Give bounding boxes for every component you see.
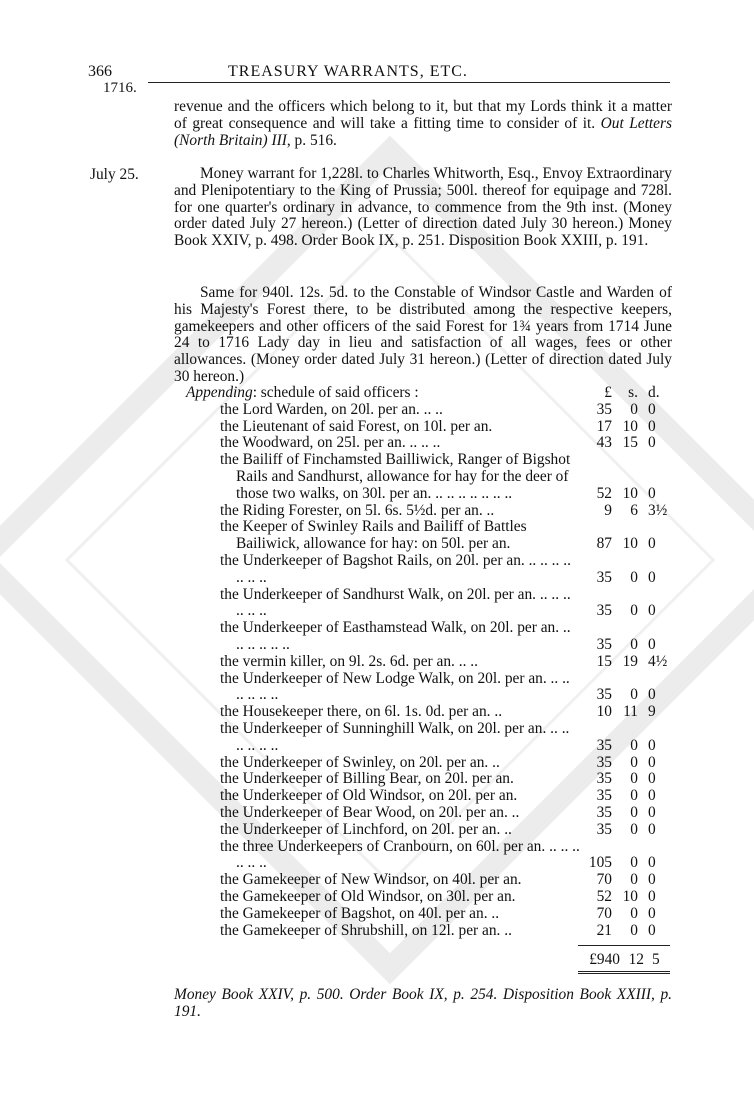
entry-date: July 25. (90, 166, 139, 183)
row-shillings: 10 (622, 484, 638, 502)
row-pence: 3½ (648, 501, 668, 519)
row-shillings: 6 (630, 501, 638, 519)
schedule-header (174, 385, 672, 402)
schedule-row-text: the vermin killer, on 9l. 2s. 6d. per an. .. .. (220, 652, 478, 670)
row-pence: 0 (648, 535, 656, 553)
col-pounds-header: £ (604, 384, 612, 401)
total-double-rule (578, 971, 670, 974)
schedule-row (174, 788, 672, 805)
page-number: 366 (88, 63, 112, 80)
row-pounds: 35 (596, 736, 612, 754)
row-pounds: 35 (596, 770, 612, 788)
schedule-row-text: the Underkeeper of New Lodge Walk, on 20l. per an. .. .. .. .. .. .. (220, 669, 570, 704)
schedule-row-text: the Underkeeper of Bear Wood, on 20l. per an. .. (220, 803, 520, 821)
row-shillings: 10 (622, 887, 638, 905)
row-shillings: 0 (630, 904, 638, 922)
row-pence: 0 (648, 770, 656, 788)
row-pounds: 35 (596, 602, 612, 620)
col-pence-header: d. (648, 384, 660, 401)
entry-2-paragraph: Same for 940l. 12s. 5d. to the Constable of Windsor Castle and Warden of his Majesty's Forest there, to be distributed among the respective keepers, gamekeepers and other officers of the said Forest for 1¾ years from 1714 June 24 to 1716 Lady day in lieu and satisfaction of all wages, fees or other allowances. (Money order dated July 31 hereon.) (Letter of direction dated July 30 hereon.) (174, 284, 672, 385)
schedule-row (174, 839, 672, 873)
row-shillings: 0 (630, 400, 638, 418)
schedule-row-text: the Underkeeper of Billing Bear, on 20l. per an. (220, 770, 514, 788)
row-pounds: 35 (596, 820, 612, 838)
schedule-rows (174, 402, 672, 940)
schedule-row-text: the Underkeeper of Old Windsor, on 20l. per an. (220, 787, 518, 805)
schedule-row-text: the Gamekeeper of Old Windsor, on 30l. per an. (220, 887, 516, 905)
row-pence: 4½ (648, 652, 668, 670)
schedule-row (174, 419, 672, 436)
row-pounds: 87 (596, 535, 612, 553)
row-pounds: 70 (596, 871, 612, 889)
schedule-row-text: the Woodward, on 25l. per an. .. .. .. (220, 434, 441, 452)
row-shillings: 0 (630, 635, 638, 653)
schedule-row (174, 452, 672, 502)
row-pence: 0 (648, 854, 656, 872)
schedule-row (174, 654, 672, 671)
row-pounds: 70 (596, 904, 612, 922)
schedule-label (186, 385, 419, 402)
schedule-row (174, 923, 672, 940)
schedule-row (174, 704, 672, 721)
schedule-row (174, 872, 672, 889)
row-pence: 0 (648, 635, 656, 653)
row-pence: 0 (648, 417, 656, 435)
row-pence: 0 (648, 753, 656, 771)
col-shillings-header: s. (628, 384, 638, 401)
row-pounds: 52 (596, 887, 612, 905)
schedule-row-text: the Underkeeper of Sunninghill Walk, on 20l. per an. .. .. .. .. .. .. (220, 719, 570, 754)
row-pence: 0 (648, 787, 656, 805)
row-pounds: 35 (596, 400, 612, 418)
row-pence: 0 (648, 803, 656, 821)
carryover-text: revenue and the officers which belong to it, but that my Lords think it a matter of great consequence and will take a fitting time to consider of it. (174, 98, 672, 132)
row-pence: 9 (648, 703, 656, 721)
carryover-paragraph (174, 99, 672, 149)
schedule-row (174, 671, 672, 705)
row-pounds: 17 (596, 417, 612, 435)
year-marker: 1716. (103, 80, 137, 96)
total-rule (578, 945, 670, 946)
row-pounds: 35 (596, 635, 612, 653)
row-pounds: 9 (604, 501, 612, 519)
row-pounds: 52 (596, 484, 612, 502)
row-pence: 0 (648, 736, 656, 754)
schedule-row (174, 805, 672, 822)
schedule-row (174, 822, 672, 839)
row-pounds: 35 (596, 787, 612, 805)
row-pence: 0 (648, 921, 656, 939)
total-pounds: £940 (589, 951, 620, 968)
row-shillings: 0 (630, 770, 638, 788)
row-pence: 0 (648, 484, 656, 502)
row-pence: 0 (648, 400, 656, 418)
row-pence: 0 (648, 686, 656, 704)
row-shillings: 0 (630, 736, 638, 754)
row-shillings: 0 (630, 820, 638, 838)
row-shillings: 0 (630, 921, 638, 939)
row-shillings: 11 (623, 703, 638, 721)
row-pence: 0 (648, 904, 656, 922)
row-pounds: 21 (596, 921, 612, 939)
schedule-row-text: the Lieutenant of said Forest, on 10l. per an. (220, 417, 493, 435)
schedule-row (174, 435, 672, 452)
row-shillings: 0 (630, 686, 638, 704)
schedule-row-text: the Gamekeeper of Bagshot, on 40l. per an. .. (220, 904, 500, 922)
schedule-row (174, 620, 672, 654)
schedule-row (174, 755, 672, 772)
schedule-row-text: the Keeper of Swinley Rails and Bailiff of Battles Bailiwick, allowance for hay: on 50l. per an. (220, 518, 527, 553)
row-shillings: 0 (630, 854, 638, 872)
header-rule (148, 82, 670, 83)
row-pounds: 35 (596, 803, 612, 821)
total-pence: 5 (652, 951, 660, 968)
schedule-row-text: the Gamekeeper of Shrubshill, on 12l. per an. .. (220, 921, 512, 939)
row-pounds: 35 (596, 686, 612, 704)
schedule-row-text: the Underkeeper of Easthamstead Walk, on 20l. per an. .. .. .. .. .. .. (220, 619, 571, 653)
row-pence: 0 (648, 820, 656, 838)
schedule-table (174, 385, 672, 939)
row-shillings: 0 (630, 803, 638, 821)
row-pence: 0 (648, 887, 656, 905)
schedule-row-text: the Lord Warden, on 20l. per an. .. .. (220, 400, 443, 418)
carryover-ref-paren: (North Britain) III (174, 131, 287, 149)
schedule-row-text: the Underkeeper of Swinley, on 20l. per an. .. (220, 753, 500, 771)
row-pence: 0 (648, 871, 656, 889)
schedule-row-text: the three Underkeepers of Cranbourn, on 60l. per an. .. .. .. .. .. .. (220, 837, 580, 872)
carryover-ref-page: , p. 516. (286, 131, 337, 149)
row-pence: 0 (648, 602, 656, 620)
row-pence: 0 (648, 568, 656, 586)
schedule-label-italic: Appending (186, 384, 253, 401)
schedule-row (174, 587, 672, 621)
row-pounds: 43 (596, 434, 612, 452)
row-shillings: 0 (630, 602, 638, 620)
row-shillings: 0 (630, 753, 638, 771)
schedule-row (174, 906, 672, 923)
entry-1-paragraph: Money warrant for 1,228l. to Charles Whitworth, Esq., Envoy Extraordinary and Plenipotentiary to the King of Prussia; 500l. thereof for equipage and 728l. for one quarter's ordinary in advance, to commence from the 9th inst. (Money order dated July 27 hereon.) (Letter of direction dated July 30 hereon.) Money Book XXIV, p. 498. Order Book IX, p. 251. Disposition Book XXIII, p. 191. (174, 165, 672, 250)
row-shillings: 0 (630, 871, 638, 889)
schedule-row (174, 553, 672, 587)
row-shillings: 19 (622, 652, 638, 670)
schedule-row-text: the Riding Forester, on 5l. 6s. 5½d. per an. .. (220, 501, 495, 519)
row-shillings: 10 (622, 535, 638, 553)
row-pounds: 35 (596, 753, 612, 771)
row-pounds: 105 (588, 854, 612, 872)
schedule-row (174, 519, 672, 553)
schedule-row (174, 721, 672, 755)
schedule-row-text: the Housekeeper there, on 6l. 1s. 0d. per an. .. (220, 703, 503, 721)
schedule-row-text: the Underkeeper of Linchford, on 20l. per an. .. (220, 820, 512, 838)
schedule-row (174, 503, 672, 520)
schedule-row-text: the Bailiff of Finchamsted Bailliwick, Ranger of Bigshot Rails and Sandhurst, allowance for hay for the deer of those two walks, on 30l. per an. .. .. .. .. .. .. .. (220, 451, 571, 502)
row-shillings: 15 (622, 434, 638, 452)
row-pence: 0 (648, 434, 656, 452)
schedule-row (174, 771, 672, 788)
footer-reference: Money Book XXIV, p. 500. Order Book IX, p. 254. Disposition Book XXIII, p. 191. (174, 986, 672, 1020)
running-head: TREASURY WARRANTS, ETC. (228, 63, 468, 80)
schedule-row (174, 889, 672, 906)
carryover-ref-title: Out Letters (600, 114, 672, 132)
row-shillings: 0 (630, 787, 638, 805)
schedule-row (174, 402, 672, 419)
schedule-row-text: the Underkeeper of Bagshot Rails, on 20l. per an. .. .. .. .. .. .. .. (220, 551, 571, 586)
row-shillings: 0 (630, 568, 638, 586)
schedule-row-text: the Underkeeper of Sandhurst Walk, on 20l. per an. .. .. .. .. .. .. (220, 585, 571, 620)
row-pounds: 15 (596, 652, 612, 670)
schedule-row-text: the Gamekeeper of New Windsor, on 40l. per an. (220, 871, 522, 889)
row-pounds: 10 (596, 703, 612, 721)
total-shillings: 12 (628, 951, 644, 968)
schedule-label-rest: : schedule of said officers : (252, 384, 419, 401)
row-shillings: 10 (622, 417, 638, 435)
row-pounds: 35 (596, 568, 612, 586)
